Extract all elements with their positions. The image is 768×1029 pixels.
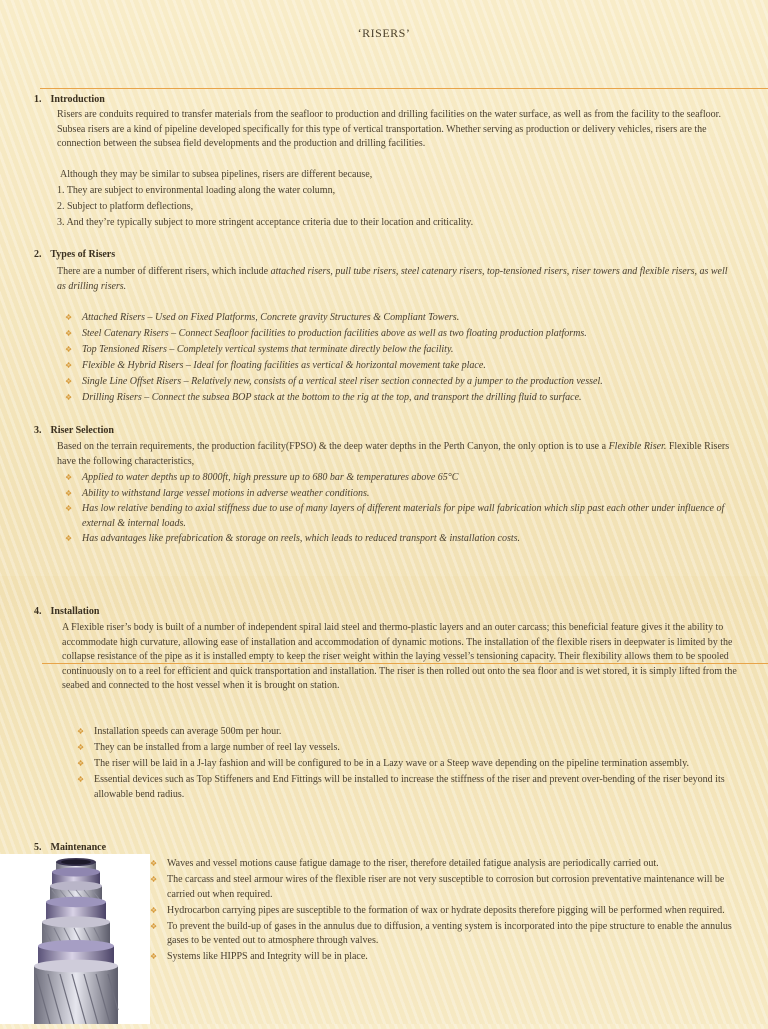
list-item: ❖ The riser will be laid in a J-lay fashion and will be configured to be in a Lazy wave or a Steep wave depending on the pipeline termination assembly.: [75, 757, 745, 772]
diamond-bullet-icon: ❖: [65, 534, 73, 543]
installation-paragraph: A Flexible riser’s body is built of a number of independent spiral laid steel and thermo-plastic layers and an outer carcass; this beneficial feature gives it the ability to accommodate high curvature, allowing ease of installation and accommodation of dynamic motions. The installation of the flexible risers in deepwater is limited by the collapse resistance of the pipe as it is installed empty to keep the riser weight within the laying vessel’s tensioning capacity. Their flexibility allows them to be spooled continuously on to a reel for efficient and quick transportation and installation. The riser is then rolled out onto the sea floor and is wet stored, it is simply lifted from the seabed and connected to the host vessel when it is brought on station.: [62, 622, 737, 691]
diamond-bullet-icon: ❖: [65, 345, 73, 354]
slide-divider: [42, 663, 768, 664]
heading-number: 3.: [34, 425, 42, 436]
heading-maintenance: [34, 842, 106, 853]
diamond-bullet-icon: ❖: [65, 329, 73, 338]
list-item: ❖ Flexible & Hybrid Risers – Ideal for floating facilities as vertical & horizontal movement take place.: [63, 359, 753, 374]
diamond-bullet-icon: ❖: [150, 905, 158, 915]
heading-number: 5.: [34, 842, 42, 853]
page-title: ‘RISERS’: [357, 26, 411, 40]
diamond-bullet-icon: ❖: [77, 727, 85, 736]
list-item: ❖ Hydrocarbon carrying pipes are susceptible to the formation of wax or hydrate deposits therefore pigging will be performed when required.: [148, 904, 748, 919]
diamond-bullet-icon: ❖: [65, 377, 73, 386]
list-item: ❖ Systems like HIPPS and Integrity will be in place.: [148, 950, 748, 965]
diamond-bullet-icon: ❖: [150, 921, 158, 931]
selection-paragraph-plain: Based on the terrain requirements, the production facility(FPSO) & the deep water depths in the Perth Canyon, the only option is to use a: [57, 441, 609, 452]
heading-installation: [34, 606, 99, 617]
list-item: ❖ To prevent the build-up of gases in the annulus due to diffusion, a venting system is incorporated into the pipe structure to enable the annulus gases to be vented out to atmosphere through valves.: [150, 920, 732, 946]
heading-text: Types of Risers: [50, 249, 116, 260]
diamond-bullet-icon: ❖: [150, 952, 158, 961]
diamond-bullet-icon: ❖: [65, 488, 73, 498]
diamond-bullet-icon: ❖: [77, 759, 85, 768]
diamond-bullet-icon: ❖: [150, 859, 158, 868]
types-paragraph: [57, 265, 733, 294]
selection-paragraph-tail: Flexible Risers have the following characteristics,: [57, 441, 730, 467]
intro-line: 3. And they’re typically subject to more stringent acceptance criteria due to their location and criticality.: [57, 217, 474, 228]
selection-paragraph: [57, 440, 737, 469]
heading-text: Riser Selection: [50, 425, 114, 436]
list-item: ❖ Waves and vessel motions cause fatigue damage to the riser, therefore detailed fatigue analysis are periodically carried out.: [148, 857, 748, 872]
list-item: ❖ Installation speeds can average 500m per hour.: [75, 725, 745, 740]
list-item: ❖ Drilling Risers – Connect the subsea BOP stack at the bottom to the rig at the top, and transport the drilling fluid to surface.: [63, 391, 753, 406]
heading-text: Installation: [50, 606, 100, 617]
diamond-bullet-icon: ❖: [65, 473, 73, 482]
types-paragraph-plain: There are a number of different risers, which include: [57, 266, 271, 277]
flexible-riser-image: [0, 854, 150, 1024]
maintenance-bullet-list: [148, 857, 748, 965]
heading-types-of-risers: [34, 249, 115, 260]
list-item: ❖ Ability to withstand large vessel motions in adverse weather conditions.: [63, 487, 753, 502]
diamond-bullet-icon: ❖: [65, 313, 73, 322]
intro-paragraph: Risers are conduits required to transfer materials from the seafloor to production and drilling facilities on the water surface, as well as from the facility to the seafloor. Subsea risers are a kind of pipeline developed specifically for this type of vertical transportation. Whether serving as production or delivery vehicles, risers are the connection between the subsea field developments and the production and drilling facilities.: [57, 109, 721, 149]
heading-number: 1.: [34, 94, 42, 105]
list-item: ❖ Attached Risers – Used on Fixed Platforms, Concrete gravity Structures & Compliant Towers.: [63, 311, 753, 326]
heading-introduction: [34, 94, 105, 105]
title-divider: [40, 88, 768, 89]
list-item: ❖ Applied to water depths up to 8000ft, high pressure up to 680 bar & temperatures above 65°C: [63, 471, 753, 486]
installation-bullet-list: [75, 725, 745, 802]
list-item: ❖ They can be installed from a large number of reel lay vessels.: [75, 741, 745, 756]
intro-line: Although they may be similar to subsea pipelines, risers are different because,: [60, 169, 373, 180]
selection-bullet-list: [63, 471, 753, 547]
diamond-bullet-icon: ❖: [77, 743, 85, 752]
heading-riser-selection: [34, 425, 114, 436]
heading-number: 4.: [34, 606, 42, 617]
intro-line: 1. They are subject to environmental loading along the water column,: [57, 185, 336, 196]
list-item: ❖ Top Tensioned Risers – Completely vertical systems that terminate directly below the facility.: [63, 343, 753, 358]
slide-risers-2: [0, 576, 768, 1024]
list-item: ❖ Single Line Offset Risers – Relatively new, consists of a vertical steel riser section connected by a jumper to the production vessel.: [63, 375, 753, 390]
intro-line: 2. Subject to platform deflections,: [57, 201, 194, 212]
types-bullet-list: [63, 311, 753, 406]
diamond-bullet-icon: ❖: [150, 875, 158, 884]
list-item: ❖ Has advantages like prefabrication & storage on reels, which leads to reduced transport & installation costs.: [63, 532, 753, 547]
diamond-bullet-icon: ❖: [77, 775, 85, 784]
list-item: ❖ Has low relative bending to axial stiffness due to use of many layers of different materials for pipe wall fabrication which slip past each other under influence of external & internal loads.: [65, 503, 725, 529]
diamond-bullet-icon: ❖: [65, 361, 73, 370]
diamond-bullet-icon: ❖: [65, 393, 73, 402]
list-item: ❖ Essential devices such as Top Stiffeners and End Fittings will be installed to increase the stiffness of the riser and prevent over-bending of the riser beyond its allowable bend radius.: [77, 774, 725, 800]
heading-text: Introduction: [50, 94, 105, 105]
list-item: ❖ Steel Catenary Risers – Connect Seafloor facilities to production facilities above as well as two floating production platforms.: [63, 327, 753, 342]
list-item: ❖ The carcass and steel armour wires of the flexible riser are not very susceptible to corrosion but corrosion preventative maintenance will be carried out when required.: [150, 874, 725, 900]
selection-paragraph-italic: Flexible Riser.: [608, 441, 667, 452]
heading-number: 2.: [34, 249, 42, 260]
flexible-riser-illustration: [0, 854, 150, 1024]
types-paragraph-italic: attached risers, pull tube risers, steel catenary risers, top-tensioned risers, riser towers and flexible risers, as well as drilling risers.: [57, 266, 728, 292]
heading-text: Maintenance: [50, 842, 107, 853]
diamond-bullet-icon: ❖: [65, 504, 73, 513]
